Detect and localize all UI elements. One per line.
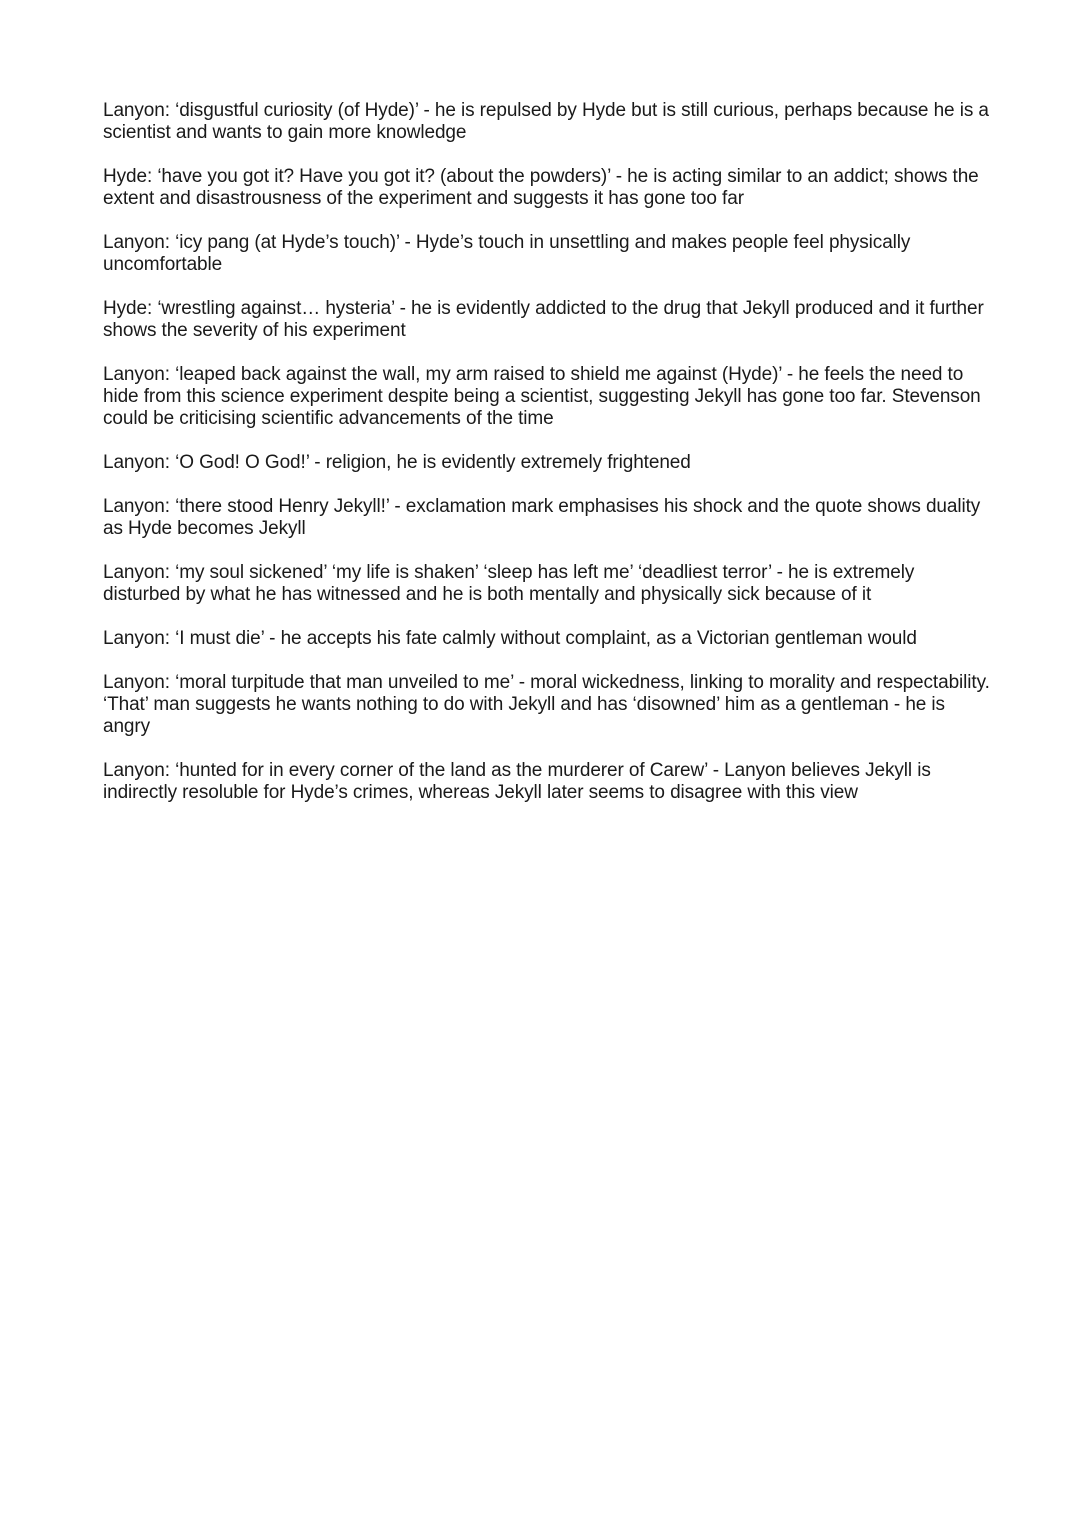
note-paragraph: Hyde: ‘wrestling against… hysteria’ - he is evidently addicted to the drug that Jekyll produced and it further shows the severity of his experiment	[103, 298, 984, 341]
note-paragraph: Lanyon: ‘I must die’ - he accepts his fate calmly without complaint, as a Victorian gentleman would	[103, 628, 917, 649]
notes-list	[103, 100, 993, 826]
note-paragraph: Lanyon: ‘leaped back against the wall, my arm raised to shield me against (Hyde)’ - he feels the need to hide from this science experiment despite being a scientist, suggesting Jekyll has gone too far. Stevenson could be criticising scientific advancements of the time	[103, 364, 981, 429]
note-paragraph: Lanyon: ‘disgustful curiosity (of Hyde)’ - he is repulsed by Hyde but is still curious, perhaps because he is a scientist and wants to gain more knowledge	[103, 100, 989, 143]
note-paragraph: Lanyon: ‘there stood Henry Jekyll!’ - exclamation mark emphasises his shock and the quote shows duality as Hyde becomes Jekyll	[103, 496, 981, 539]
note-paragraph: Lanyon: ‘moral turpitude that man unveiled to me’ - moral wickedness, linking to morality and respectability. ‘That’ man suggests he wants nothing to do with Jekyll and has ‘disowned’ him as a gentleman - he is angry	[103, 672, 990, 737]
note-paragraph: Lanyon: ‘O God! O God!’ - religion, he is evidently extremely frightened	[103, 452, 691, 473]
note-paragraph: Lanyon: ‘hunted for in every corner of the land as the murderer of Carew’ - Lanyon believes Jekyll is indirectly resoluble for Hyde’s crimes, whereas Jekyll later seems to disagree with this view	[103, 760, 931, 803]
note-paragraph: Lanyon: ‘my soul sickened’ ‘my life is shaken’ ‘sleep has left me’ ‘deadliest terror’ - he is extremely disturbed by what he has witnessed and he is both mentally and physically sick because of it	[103, 562, 915, 605]
note-paragraph: Lanyon: ‘icy pang (at Hyde’s touch)’ - Hyde’s touch in unsettling and makes people feel physically uncomfortable	[103, 232, 911, 275]
note-paragraph: Hyde: ‘have you got it? Have you got it? (about the powders)’ - he is acting similar to an addict; shows the extent and disastrousness of the experiment and suggests it has gone too far	[103, 166, 979, 209]
